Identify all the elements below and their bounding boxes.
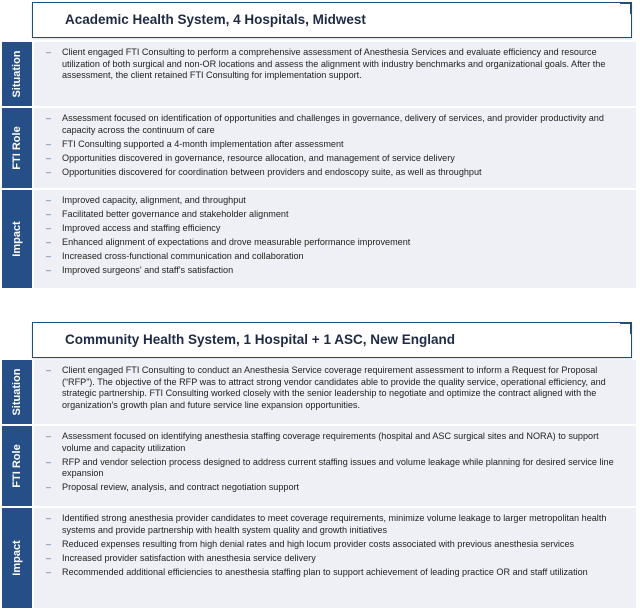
section-body (34, 360, 636, 424)
bullet-item: – Facilitated better governance and stakeholder alignment (46, 209, 630, 221)
bullet-item: – Improved surgeons' and staff's satisfaction (46, 265, 630, 277)
bullet-item: – Improved capacity, alignment, and throughput (46, 195, 630, 207)
bullet-item: – RFP and vendor selection process designed to address current staffing issues and volume leakage while planning for desired service line expansion (46, 457, 630, 480)
section-body (34, 426, 636, 506)
card-title: Academic Health System, 4 Hospitals, Midwest (65, 12, 366, 27)
bullet-item: – Opportunities discovered in governance, resource allocation, and management of service delivery (46, 153, 630, 165)
section-impact (2, 190, 636, 288)
section-tab (2, 42, 32, 106)
section-body (34, 42, 636, 106)
section-tab (2, 190, 32, 288)
corner-accent (620, 322, 632, 334)
bullet-item: – Client engaged FTI Consulting to conduct an Anesthesia Service coverage requirement assessment to inform a Request for Proposal (“RFP”). The objective of the RFP was to attract strong vendor candidates able to provide the quality service, operational efficiency, and strategic partnership. FTI Consulting worked closely with the senior leadership to negotiate and optimize the contract aligned with the organization's growth plan and future service line expansion opportunities. (46, 365, 630, 411)
case-study-card-academic (0, 0, 640, 290)
bullet-item: – Proposal review, analysis, and contract negotiation support (46, 482, 630, 494)
bullet-item: – Recommended additional efficiencies to anesthesia staffing plan to support achievement of leading practice OR and staff utilization (46, 567, 630, 579)
bullet-item: – Increased cross-functional communication and collaboration (46, 251, 630, 263)
bullet-item: – Assessment focused on identifying anesthesia staffing coverage requirements (hospital and ASC surgical sites and NORA) to support volume and capacity utilization (46, 431, 630, 454)
section-label: FTI Role (11, 444, 23, 488)
bullet-item: – FTI Consulting supported a 4-month implementation after assessment (46, 139, 630, 151)
section-tab (2, 508, 32, 608)
card-title: Community Health System, 1 Hospital + 1 ASC, New England (65, 332, 455, 347)
section-label: Impact (11, 540, 23, 576)
bullet-item: – Increased provider satisfaction with anesthesia service delivery (46, 553, 630, 565)
bullet-item: – Assessment focused on identification of opportunities and challenges in governance, delivery of services, and provider productivity and capacity across the continuum of care (46, 113, 630, 136)
section-label: FTI Role (11, 126, 23, 170)
card-title-box (32, 322, 632, 358)
bullet-item: – Reduced expenses resulting from high denial rates and high locum provider costs associated with previous anesthesia services (46, 539, 630, 551)
bullet-item: – Enhanced alignment of expectations and drove measurable performance improvement (46, 237, 630, 249)
bullet-item: – Client engaged FTI Consulting to perform a comprehensive assessment of Anesthesia Services and evaluate efficiency and resource utilization of both surgical and non-OR locations and assess the alignment with industry benchmarks and organizational goals. After the assessment, the client retained FTI Consulting for implementation support. (46, 47, 630, 82)
section-tab (2, 426, 32, 506)
section-label: Situation (11, 368, 23, 416)
section-label: Impact (11, 221, 23, 257)
corner-accent (620, 2, 632, 14)
section-tab (2, 360, 32, 424)
section-tab (2, 108, 32, 188)
section-body (34, 108, 636, 188)
section-fti-role (2, 108, 636, 188)
section-impact (2, 508, 636, 608)
bullet-item: – Identified strong anesthesia provider candidates to meet coverage requirements, minimize volume leakage to larger metropolitan health systems and provide partnership with health system quality and growth initiatives (46, 513, 630, 536)
bullet-item: – Opportunities discovered for coordination between providers and endoscopy suite, as well as throughput (46, 167, 630, 179)
case-study-card-community (0, 320, 640, 610)
card-title-box (32, 2, 632, 38)
section-label: Situation (11, 50, 23, 98)
section-fti-role (2, 426, 636, 506)
bullet-item: – Improved access and staffing efficiency (46, 223, 630, 235)
section-situation (2, 360, 636, 424)
section-body (34, 508, 636, 608)
section-situation (2, 42, 636, 106)
section-body (34, 190, 636, 288)
